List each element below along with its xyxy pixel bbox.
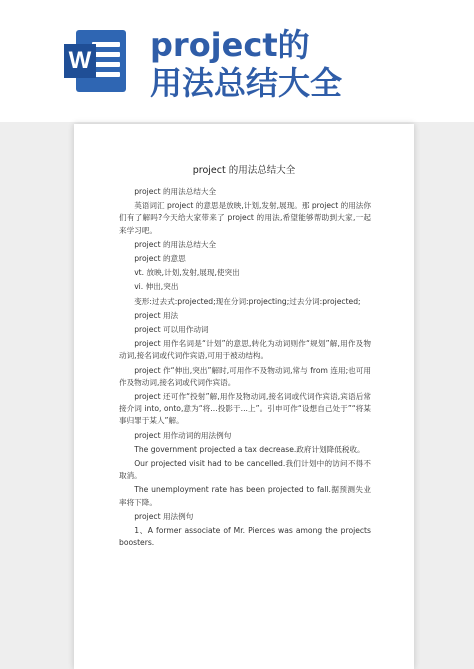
paragraph: vt. 放映,计划,发射,展现,使突出	[134, 268, 240, 278]
paragraph: The unemployment rate has been projected to fall.据预测失业率将下降。	[119, 485, 371, 507]
paragraph: 英语词汇 project 的意思是放映,计划,发射,展现。那 project 的用法你们有了解吗?今天给大家带来了 project 的用法,希望能够帮助到大家,一起来学习吧。	[119, 201, 371, 235]
paragraph: project 用法例句	[134, 511, 194, 521]
word-icon-lines	[92, 42, 120, 82]
title-banner	[0, 0, 474, 122]
paragraph: project 作“伸出,突出”解时,可用作不及物动词,常与 from 连用;也可用作及物动词,接名词或代词作宾语。	[119, 365, 371, 387]
paragraph: project 的用法总结大全	[134, 239, 217, 249]
paragraph: vi. 伸出,突出	[134, 282, 179, 292]
paragraph: 1、A former associate of Mr. Pierces was among the projects boosters.	[119, 526, 371, 548]
paragraph: project 的意思	[134, 254, 186, 264]
paragraph: project 可以用作动词	[134, 325, 209, 335]
paragraph: project 的用法总结大全	[134, 187, 217, 196]
paragraph: 变形:过去式:projected;现在分词:projecting;过去分词:projected;	[134, 296, 361, 306]
paragraph: project 还可作“投射”解,用作及物动词,接名词或代词作宾语,宾语后常接介词 into, onto,意为“将...投影于...上”。引申可作“设想自己处于”“将某事归罪于某人”解。	[119, 392, 371, 426]
document-title: project 的用法总结大全	[192, 165, 296, 176]
banner-title-line1: project的	[150, 26, 310, 64]
banner-title	[150, 26, 460, 102]
banner-title-line2: 用法总结大全	[150, 64, 343, 102]
word-icon	[64, 30, 126, 92]
document-body	[119, 186, 371, 549]
document-page	[74, 124, 414, 669]
word-icon-letter: W	[64, 44, 96, 78]
paragraph: project 用作名词是“计划”的意思,转化为动词则作“规划”解,用作及物动词,接名词或代词作宾语,可用于被动结构。	[119, 339, 371, 361]
paragraph: project 用法	[134, 310, 179, 320]
paragraph: The government projected a tax decrease.政府计划降低税收。	[134, 444, 365, 454]
paragraph: project 用作动词的用法例句	[134, 430, 232, 440]
paragraph: Our projected visit had to be cancelled.我们计划中的访问不得不取消。	[119, 459, 371, 481]
